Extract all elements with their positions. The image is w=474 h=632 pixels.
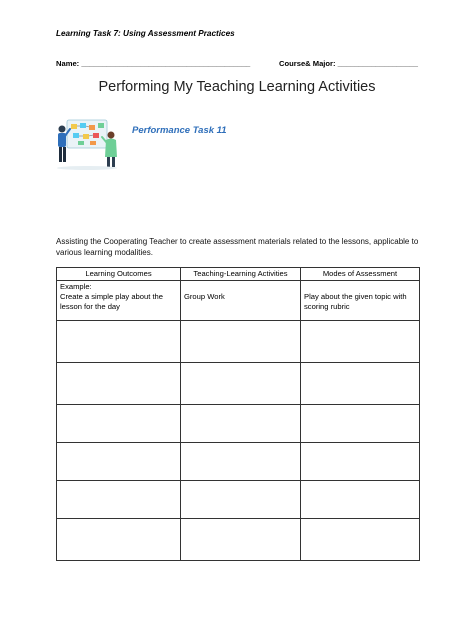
column-header: Teaching-Learning Activities — [181, 268, 301, 281]
collaboration-illustration — [53, 115, 121, 171]
example-assessment-cell — [301, 281, 420, 321]
blank-cell[interactable] — [301, 481, 420, 519]
blank-cell[interactable] — [181, 443, 301, 481]
blank-cell[interactable] — [301, 321, 420, 363]
blank-cell[interactable] — [57, 363, 181, 405]
blank-cell[interactable] — [181, 481, 301, 519]
blank-cell[interactable] — [57, 405, 181, 443]
table-header-row — [57, 268, 420, 281]
blank-cell[interactable] — [57, 443, 181, 481]
blank-cell[interactable] — [181, 519, 301, 561]
blank-cell[interactable] — [301, 443, 420, 481]
course-blank: ___________________ — [337, 59, 418, 68]
table-row — [57, 281, 420, 321]
course-label: Course& Major: — [279, 59, 336, 68]
column-header: Learning Outcomes — [57, 268, 181, 281]
table-row — [57, 363, 420, 405]
assessment-table — [56, 267, 420, 561]
blank-cell[interactable] — [181, 321, 301, 363]
table-row — [57, 405, 420, 443]
blank-cell[interactable] — [181, 405, 301, 443]
example-spacer — [184, 282, 297, 292]
example-activity: Group Work — [184, 292, 225, 301]
blank-cell[interactable] — [301, 405, 420, 443]
name-label: Name: — [56, 59, 80, 68]
table-row — [57, 321, 420, 363]
blank-cell[interactable] — [57, 519, 181, 561]
example-outcome: Create a simple play about the lesson for the day — [60, 292, 163, 311]
performance-task-label: Performance Task 11 — [132, 125, 227, 136]
instructions: Assisting the Cooperating Teacher to create assessment materials related to the lessons, applicable to various learning modalities. — [56, 237, 419, 257]
table-row — [57, 481, 420, 519]
example-label: Example: — [60, 282, 92, 291]
example-activity-cell — [181, 281, 301, 321]
blank-cell[interactable] — [57, 481, 181, 519]
example-outcome-cell — [57, 281, 181, 321]
blank-cell[interactable] — [301, 519, 420, 561]
table-row — [57, 519, 420, 561]
example-spacer — [304, 282, 416, 292]
blank-cell[interactable] — [301, 363, 420, 405]
column-header: Modes of Assessment — [301, 268, 420, 281]
task-heading: Learning Task 7: Using Assessment Practices — [56, 29, 235, 38]
blank-cell[interactable] — [181, 363, 301, 405]
name-line — [56, 59, 250, 68]
example-assessment: Play about the given topic with scoring rubric — [304, 292, 407, 311]
blank-cell[interactable] — [57, 321, 181, 363]
table-row — [57, 443, 420, 481]
name-blank: ________________________________________ — [81, 59, 251, 68]
page-title: Performing My Teaching Learning Activities — [98, 79, 376, 95]
course-line — [279, 59, 418, 68]
